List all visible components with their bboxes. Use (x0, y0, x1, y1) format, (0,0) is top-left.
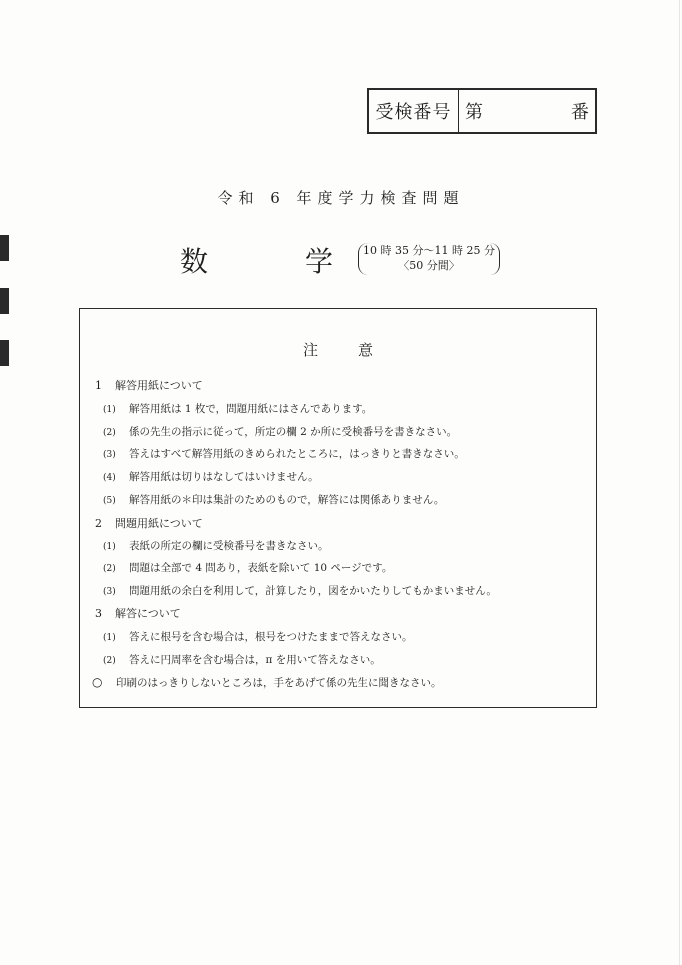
item-number: (5) (103, 496, 116, 506)
notice-item (103, 629, 413, 644)
scan-mark-1 (0, 235, 9, 261)
notice-item (103, 469, 319, 484)
section-number: 3 (95, 607, 102, 620)
notice-title: 注意 (302, 341, 413, 359)
time-range: 10 時 35 分～11 時 25 分 (363, 244, 495, 257)
notice-item (103, 652, 381, 667)
notice-item (103, 583, 497, 598)
item-number: (2) (103, 564, 116, 574)
notice-item (103, 538, 329, 553)
item-number: (1) (103, 633, 116, 643)
closing-text: 印刷のはっきりしないところは，手をあげて係の先生に聞きなさい。 (116, 677, 442, 689)
notice-box (79, 308, 597, 708)
subject-char-1: 数 (180, 245, 209, 278)
closing-note (92, 675, 442, 690)
scan-mark-2 (0, 288, 9, 314)
section-heading-text: 解答用紙について (115, 379, 203, 392)
page-edge (679, 0, 680, 965)
item-text: 答えに円周率を含む場合は，π を用いて答えなさい。 (129, 654, 381, 666)
exam-number-suffix: 番 (571, 102, 589, 123)
item-number: (4) (103, 473, 116, 483)
section-number: 1 (95, 379, 102, 392)
item-text: 係の先生の指示に従って，所定の欄 2 か所に受検番号を書きなさい。 (129, 426, 458, 438)
section-number: 2 (95, 517, 102, 530)
time-duration: 〈50 分間〉 (398, 259, 460, 272)
item-number: (2) (103, 428, 116, 438)
item-number: (3) (103, 587, 116, 597)
notice-item (103, 446, 465, 461)
subject-char-2: 学 (305, 245, 334, 278)
item-text: 解答用紙は 1 枚で，問題用紙にはさんであります。 (129, 403, 373, 415)
time-info (358, 243, 500, 275)
item-number: (2) (103, 656, 116, 666)
section-heading-text: 解答について (115, 607, 181, 620)
item-number: (3) (103, 450, 116, 460)
item-text: 表紙の所定の欄に受検番号を書きなさい。 (129, 540, 329, 552)
scan-mark-3 (0, 340, 9, 366)
item-number: (1) (103, 542, 116, 552)
item-text: 解答用紙の＊印は集計のためのもので，解答には関係ありません。 (129, 494, 445, 506)
section-heading (95, 605, 181, 621)
item-text: 問題用紙の余白を利用して，計算したり，図をかいたりしてもかまいません。 (129, 585, 497, 597)
notice-item (103, 560, 392, 575)
section-heading-text: 問題用紙について (115, 517, 203, 530)
item-text: 答えはすべて解答用紙のきめられたところに，はっきりと書きなさい。 (129, 448, 465, 460)
notice-item (103, 424, 457, 439)
exam-number-label: 受検番号 (369, 90, 459, 132)
notice-item (103, 401, 372, 416)
page-title: 令和 6 年度学力検査問題 (217, 189, 465, 207)
item-number: (1) (103, 405, 116, 415)
item-text: 答えに根号を含む場合は，根号をつけたままで答えなさい。 (129, 631, 413, 643)
exam-number-box (367, 88, 597, 134)
circle-icon: ○ (92, 675, 103, 689)
section-heading (95, 515, 203, 531)
item-text: 問題は全部で 4 問あり，表紙を除いて 10 ページです。 (129, 562, 393, 574)
notice-item (103, 492, 444, 507)
item-text: 解答用紙は切りはなしてはいけません。 (129, 471, 319, 483)
section-heading (95, 377, 203, 393)
exam-number-prefix: 第 (465, 102, 483, 123)
exam-number-field[interactable] (459, 90, 595, 132)
